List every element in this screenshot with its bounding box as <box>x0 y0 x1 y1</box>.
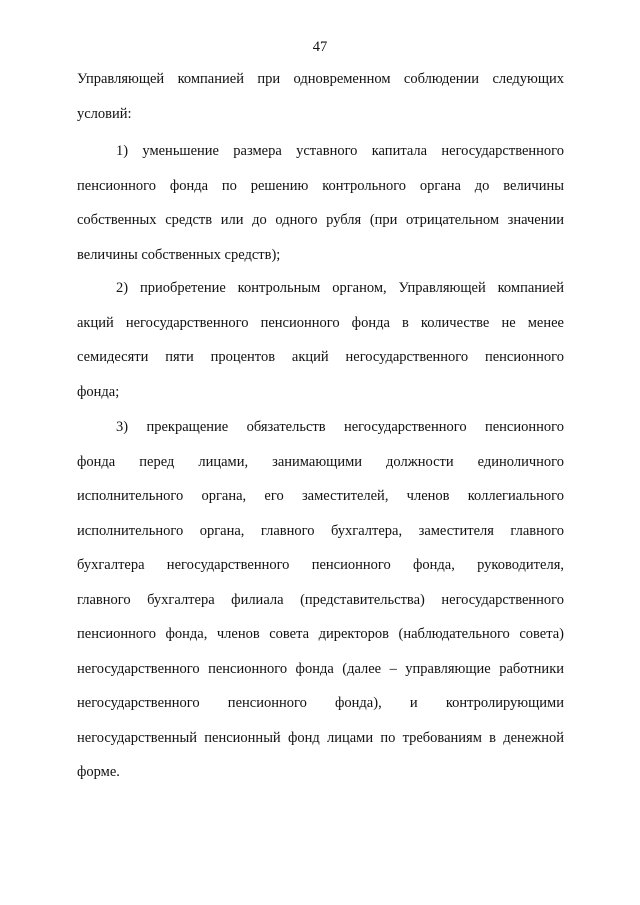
text-line: пенсионного фонда по решению контрольного органа до величины <box>77 177 564 194</box>
text-line: форме. <box>77 764 120 780</box>
text-line: величины собственных средств); <box>77 246 281 263</box>
text-line: Управляющей компанией при одновременном соблюдении следующих <box>77 71 564 87</box>
text-line: 1) уменьшение размера уставного капитала негосударственного <box>116 143 564 159</box>
text-line: исполнительного органа, главного бухгалтера, заместителя главного <box>77 522 564 539</box>
text-line: семидесяти пяти процентов акций негосударственного пенсионного <box>77 349 564 365</box>
text-line: негосударственного пенсионного фонда (далее – управляющие работники <box>77 660 564 677</box>
list-item-1 <box>77 134 564 272</box>
text-line: собственных средств или до одного рубля (при отрицательном значении <box>77 212 564 228</box>
text-line: бухгалтера негосударственного пенсионного фонда, руководителя, <box>77 557 564 573</box>
text-line: негосударственный пенсионный фонд лицами по требованиям в денежной <box>77 729 564 746</box>
list-item-3 <box>77 410 564 790</box>
page-number: 47 <box>312 39 328 55</box>
list-item-2 <box>77 271 564 409</box>
text-line: фонда перед лицами, занимающими должности единоличного <box>77 453 564 470</box>
text-line: 3) прекращение обязательств негосударственного пенсионного <box>116 419 564 435</box>
text-line: 2) приобретение контрольным органом, Управляющей компанией <box>116 280 564 296</box>
text-line: исполнительного органа, его заместителей, членов коллегиального <box>77 488 564 504</box>
text-line: негосударственного пенсионного фонда), и контролирующими <box>77 695 564 711</box>
text-line: главного бухгалтера филиала (представительства) негосударственного <box>77 591 564 608</box>
text-line: акций негосударственного пенсионного фонда в количестве не менее <box>77 314 564 331</box>
text-line: условий: <box>77 105 132 122</box>
text-line: фонда; <box>77 383 120 400</box>
text-line: пенсионного фонда, членов совета директоров (наблюдательного совета) <box>77 626 564 642</box>
intro-paragraph <box>77 62 564 131</box>
